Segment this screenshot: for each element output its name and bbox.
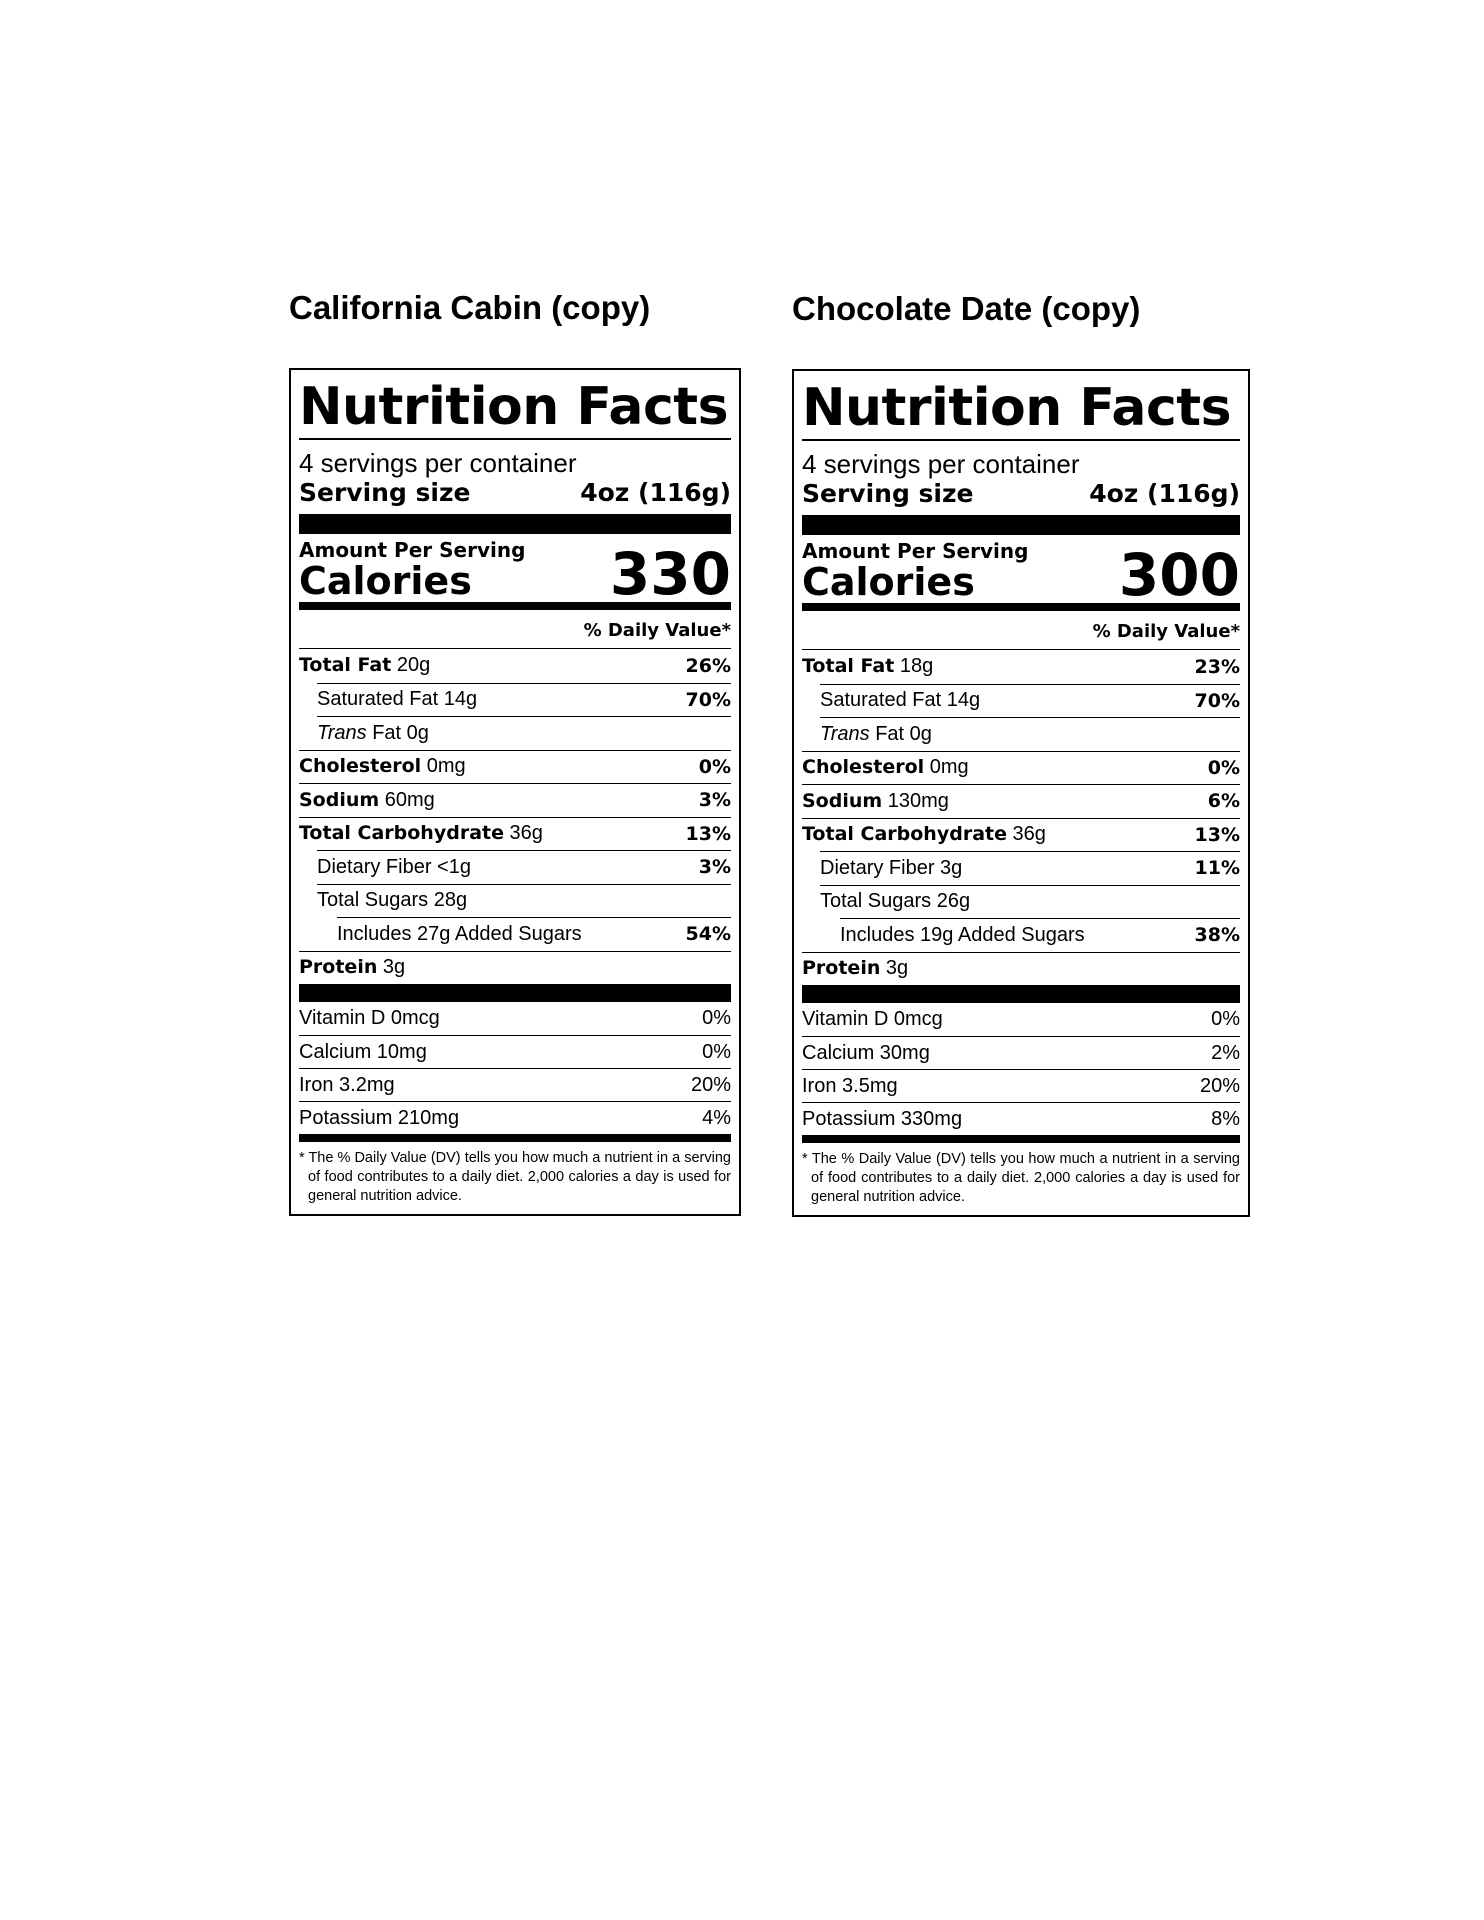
serving-size-value: 4oz (116g) (580, 478, 731, 507)
nutrient-row-trans-fat (317, 716, 731, 750)
vitamin-list (802, 1003, 1240, 1143)
nutrient-amount: 36g (509, 822, 543, 845)
vitamin-dv: 0% (702, 1040, 731, 1063)
nutrient-amount: 0mg (426, 755, 466, 778)
vitamin-name: Calcium 10mg (299, 1040, 427, 1063)
nutrient-dv: 26% (685, 654, 731, 677)
nutrient-dv: 11% (1194, 857, 1240, 880)
nutrient-amount: 14g (946, 689, 981, 712)
nutrient-row-sodium (802, 784, 1240, 818)
nutrient-name: Fat (372, 721, 402, 744)
nutrient-row-total-fat (802, 650, 1240, 684)
nutrient-row-cholesterol (802, 751, 1240, 785)
product-panel-california-cabin (289, 288, 741, 1216)
daily-value-footnote: * The % Daily Value (DV) tells you how much a nutrient in a serving of food contributes to a daily diet. 2,000 calories a day is used for general nutrition advice. (299, 1150, 731, 1204)
daily-value-header: % Daily Value* (299, 610, 731, 649)
nutrient-list (299, 649, 731, 984)
nutrient-amount: 28g (433, 889, 468, 912)
nutrient-name: Cholesterol (802, 756, 925, 779)
thick-divider (802, 985, 1240, 1003)
nutrient-name: Fat (875, 722, 905, 745)
nutrient-name: Includes 19g Added Sugars (840, 923, 1085, 946)
nutrient-name: Total Fat (299, 654, 392, 677)
vitamin-row (802, 1102, 1240, 1135)
nutrition-facts-title: Nutrition Facts (299, 378, 731, 440)
nutrient-amount: 0g (406, 721, 429, 744)
nutrient-amount: 18g (899, 655, 934, 678)
nutrient-row-protein (299, 951, 731, 985)
nutrient-amount: 0g (909, 722, 932, 745)
nutrient-amount: 130mg (887, 789, 949, 812)
vitamin-name: Vitamin D 0mcg (802, 1008, 943, 1030)
nutrient-row-sodium (299, 783, 731, 817)
nutrient-dv: 70% (685, 688, 731, 711)
nutrient-row-saturated-fat (820, 684, 1240, 718)
daily-value-footnote: * The % Daily Value (DV) tells you how much a nutrient in a serving of food contributes to a daily diet. 2,000 calories a day is used for general nutrition advice. (802, 1151, 1240, 1205)
calories-label: Calories (299, 559, 472, 603)
vitamin-row (299, 1035, 731, 1068)
nutrient-row-total-carbohydrate (802, 818, 1240, 852)
vitamin-name: Vitamin D 0mcg (299, 1007, 440, 1029)
nutrient-name: Saturated Fat (317, 688, 439, 711)
nutrient-row-added-sugars (840, 918, 1240, 952)
nutrient-name-italic: Trans (820, 722, 870, 745)
daily-value-header: % Daily Value* (802, 611, 1240, 650)
nutrient-row-cholesterol (299, 750, 731, 784)
nutrient-name: Protein (802, 957, 881, 980)
vitamin-dv: 8% (1211, 1107, 1240, 1130)
vitamin-row (299, 1068, 731, 1101)
nutrient-name: Sodium (802, 789, 883, 812)
nutrient-row-dietary-fiber (317, 850, 731, 884)
nutrient-amount: 3g (885, 957, 909, 980)
vitamin-dv: 2% (1211, 1041, 1240, 1064)
nutrient-dv: 13% (1194, 823, 1240, 846)
nutrient-dv: 0% (1207, 756, 1240, 779)
nutrient-amount: 3g (940, 856, 963, 879)
nutrient-dv: 6% (1207, 790, 1240, 813)
vitamin-name: Iron 3.2mg (299, 1073, 395, 1096)
nutrient-row-total-sugars (317, 884, 731, 918)
amount-per-serving: Amount Per Serving (802, 539, 1029, 563)
servings-per-container: 4 servings per container (802, 449, 1080, 479)
serving-size-label: Serving size (802, 479, 974, 508)
nutrient-amount: 3g (382, 956, 406, 979)
nutrient-amount: 36g (1012, 823, 1046, 846)
calories-value: 330 (609, 540, 731, 608)
calories-value: 300 (1118, 541, 1240, 609)
nutrition-label (289, 368, 741, 1216)
amount-per-serving: Amount Per Serving (299, 538, 526, 562)
serving-size-label: Serving size (299, 478, 471, 507)
vitamin-name: Potassium 330mg (802, 1107, 963, 1130)
vitamin-row (802, 1036, 1240, 1069)
nutrient-name: Total Fat (802, 655, 895, 678)
nutrient-dv: 3% (698, 789, 731, 812)
nutrient-dv: 23% (1194, 655, 1240, 678)
nutrient-name: Sodium (299, 788, 380, 811)
vitamin-row (802, 1069, 1240, 1102)
vitamin-name: Calcium 30mg (802, 1041, 930, 1064)
product-name: Chocolate Date (copy) (792, 290, 1141, 327)
nutrient-row-total-fat (299, 649, 731, 683)
serving-size-row (299, 478, 731, 534)
nutrient-amount: 26g (936, 890, 971, 913)
nutrient-dv: 38% (1194, 924, 1240, 947)
vitamin-row (299, 1002, 731, 1035)
nutrient-amount: <1g (437, 855, 471, 878)
nutrient-name: Cholesterol (299, 755, 422, 778)
nutrient-name: Total Carbohydrate (802, 823, 1007, 846)
nutrient-dv: 0% (698, 755, 731, 778)
vitamin-list (299, 1002, 731, 1142)
nutrient-list (802, 650, 1240, 985)
nutrient-dv: 54% (685, 923, 731, 946)
nutrient-name: Dietary Fiber (317, 855, 432, 878)
vitamin-dv: 20% (690, 1073, 731, 1096)
nutrition-facts-title: Nutrition Facts (802, 379, 1240, 441)
vitamin-dv: 0% (1211, 1008, 1240, 1030)
nutrient-dv: 70% (1194, 689, 1240, 712)
nutrient-amount: 60mg (384, 788, 435, 811)
product-name: California Cabin (copy) (289, 289, 651, 326)
nutrient-row-dietary-fiber (820, 851, 1240, 885)
nutrient-name: Total Sugars (820, 890, 932, 913)
nutrient-amount: 14g (443, 688, 478, 711)
vitamin-name: Iron 3.5mg (802, 1074, 898, 1097)
vitamin-dv: 20% (1199, 1074, 1240, 1097)
nutrient-dv: 3% (698, 856, 731, 879)
nutrient-name: Total Sugars (317, 889, 429, 912)
nutrient-dv: 13% (685, 822, 731, 845)
thick-divider (299, 984, 731, 1002)
nutrition-label (792, 369, 1250, 1217)
nutrient-name: Dietary Fiber (820, 856, 935, 879)
servings-per-container: 4 servings per container (299, 448, 577, 478)
vitamin-name: Potassium 210mg (299, 1106, 460, 1129)
nutrient-name-italic: Trans (317, 721, 367, 744)
nutrient-row-protein (802, 952, 1240, 986)
nutrient-name: Includes 27g Added Sugars (337, 922, 582, 945)
serving-size-row (802, 479, 1240, 535)
nutrient-row-trans-fat (820, 717, 1240, 751)
serving-size-value: 4oz (116g) (1089, 479, 1240, 508)
vitamin-dv: 4% (702, 1106, 731, 1129)
nutrient-name: Protein (299, 956, 378, 979)
nutrient-row-total-carbohydrate (299, 817, 731, 851)
calories-label: Calories (802, 560, 975, 604)
vitamin-row (802, 1003, 1240, 1036)
vitamin-row (299, 1101, 731, 1134)
nutrient-row-total-sugars (820, 885, 1240, 919)
nutrient-name: Total Carbohydrate (299, 822, 504, 845)
product-panel-chocolate-date (792, 289, 1250, 1217)
nutrient-row-added-sugars (337, 917, 731, 951)
nutrient-amount: 20g (396, 654, 431, 677)
vitamin-dv: 0% (702, 1007, 731, 1029)
nutrient-row-saturated-fat (317, 683, 731, 717)
nutrient-name: Saturated Fat (820, 689, 942, 712)
nutrient-amount: 0mg (929, 756, 969, 779)
